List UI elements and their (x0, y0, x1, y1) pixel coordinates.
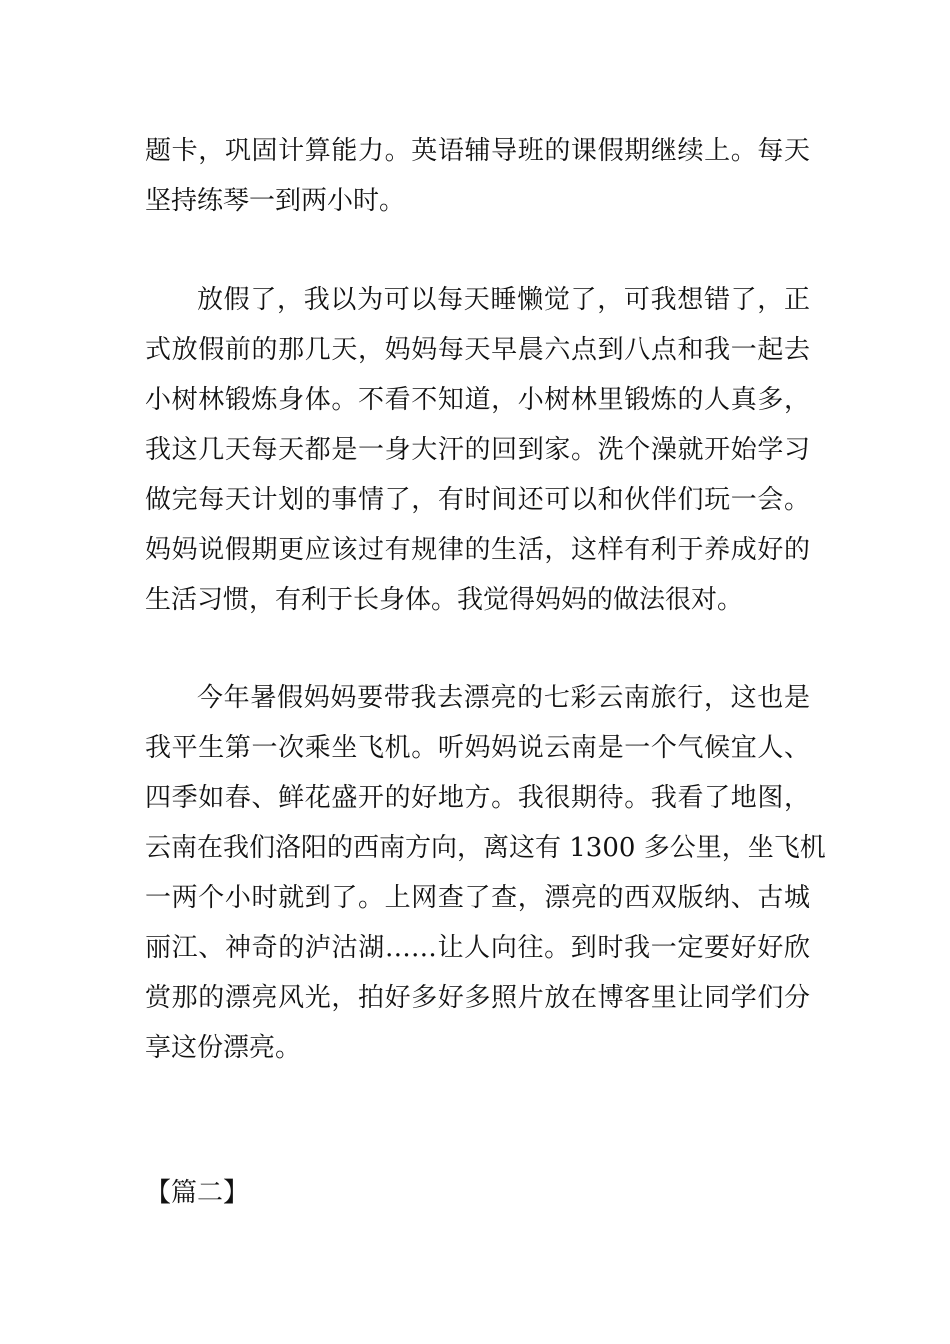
paragraph-3-line-6: 丽江、神奇的泸沽湖……让人向往。到时我一定要好好欣 (145, 933, 810, 963)
paragraph-2-line-2: 式放假前的那几天，妈妈每天早晨六点到八点和我一起去 (145, 335, 810, 365)
paragraph-3-line-4: 云南在我们洛阳的西南方向，离这有 1300 多公里，坐飞机 (145, 833, 826, 863)
paragraph-2-line-7: 生活习惯，有利于长身体。我觉得妈妈的做法很对。 (145, 585, 744, 615)
paragraph-3-line-2: 我平生第一次乘坐飞机。听妈妈说云南是一个气候宜人、 (145, 733, 810, 763)
paragraph-3-line-1: 今年暑假妈妈要带我去漂亮的七彩云南旅行，这也是 (197, 683, 810, 713)
paragraph-1-line-1: 题卡，巩固计算能力。英语辅导班的课假期继续上。每天 (145, 136, 810, 166)
paragraph-2-line-1: 放假了，我以为可以每天睡懒觉了，可我想错了，正 (197, 285, 810, 315)
paragraph-2-line-4: 我这几天每天都是一身大汗的回到家。洗个澡就开始学习 (145, 435, 810, 465)
paragraph-3-line-8: 享这份漂亮。 (145, 1033, 302, 1063)
section-heading: 【篇二】 (145, 1178, 250, 1208)
paragraph-3-line-7: 赏那的漂亮风光，拍好多好多照片放在博客里让同学们分 (145, 983, 810, 1013)
paragraph-1-line-2: 坚持练琴一到两小时。 (145, 186, 406, 216)
paragraph-3-line-5: 一两个小时就到了。上网查了查，漂亮的西双版纳、古城 (145, 883, 810, 913)
paragraph-2-line-3: 小树林锻炼身体。不看不知道，小树林里锻炼的人真多， (145, 385, 810, 415)
paragraph-3-line-3: 四季如春、鲜花盛开的好地方。我很期待。我看了地图， (145, 783, 810, 813)
paragraph-2-line-5: 做完每天计划的事情了，有时间还可以和伙伴们玩一会。 (145, 485, 810, 515)
paragraph-2-line-6: 妈妈说假期更应该过有规律的生活，这样有利于养成好的 (145, 535, 810, 565)
